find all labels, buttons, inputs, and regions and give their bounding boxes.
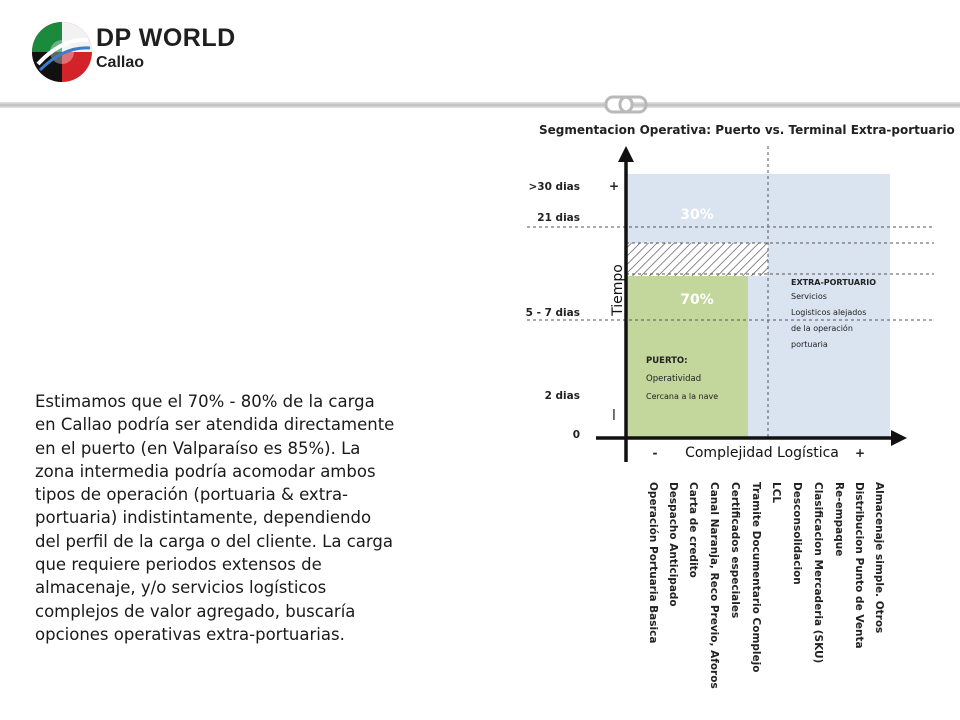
x-category-label: Re-empaque [833,482,845,557]
diagram-title: Segmentacion Operativa: Puerto vs. Terminal Extra-portuario [539,123,955,137]
puerto-title: PUERTO: [646,356,688,366]
pct-puerto-label: 70% [680,292,714,308]
extra-line: de la operación [791,324,853,333]
x-category-label: Distribucion Punto de Venta [853,482,865,649]
puerto-line: Operatividad [646,374,702,384]
x-category-label: Clasificacion Mercaderia (SKU) [812,482,824,664]
y-tick-0: 0 [572,429,580,441]
y-tick-2: 2 dias [544,390,580,402]
extra-title: EXTRA-PORTUARIO [791,278,877,287]
y-tick-21: 21 dias [537,212,580,224]
extra-line: portuaria [791,340,828,349]
x-category-label: Carta de credito [687,482,699,578]
zone-intermedia [626,243,768,276]
extra-line: Servicios [791,292,827,301]
x-category-label: Canal Naranja, Reco Previo, Aforos [708,482,720,689]
x-axis-arrow [891,430,907,446]
x-category-label: Tramite Documentario Complejo [750,482,762,673]
brand-location: Callao [96,54,145,71]
x-category-label: Operación Portuaria Basica [647,482,659,644]
x-category-label: Desconsolidacion [791,482,803,585]
y-tick-30: >30 dias [528,181,580,193]
x-category-label: Almacenaje simple. Otros [873,482,885,634]
x-plus-sign: + [854,446,866,460]
y-tick-5-7: 5 - 7 dias [525,307,580,319]
x-category-label: Certificados especiales [729,482,741,619]
x-category-label: LCL [770,482,782,504]
brand-name: DP WORLD [96,24,236,52]
description-paragraph: Estimamos que el 70% - 80% de la carga en Callao podría ser atendida directamente en el puerto (en Valparaíso es 85%). La zona intermedia podría acomodar ambos tipos de operación (portuaria & extra-portuaria) indistintamente, dependiendo del perfil de la carga o del cliente. La carga que requiere periodos extensos de almacenaje, y/o servicios logísticos complejos de valor agregado, buscaría opciones operativas extra-portuarias. [35,392,395,644]
y-minus-sign: l [612,408,616,424]
x-axis-label: Complejidad Logística [685,445,839,461]
x-categories [647,482,885,689]
x-minus-sign: - [652,446,658,460]
pct-extra-label: 30% [680,207,714,223]
y-axis-arrow [618,146,634,162]
puerto-line: Cercana a la nave [646,392,719,401]
x-category-label: Despacho Anticipado [667,482,679,607]
y-plus-sign: + [608,179,620,193]
y-axis-label: Tiempo [610,264,626,316]
extra-line: Logisticos alejados [791,308,867,317]
